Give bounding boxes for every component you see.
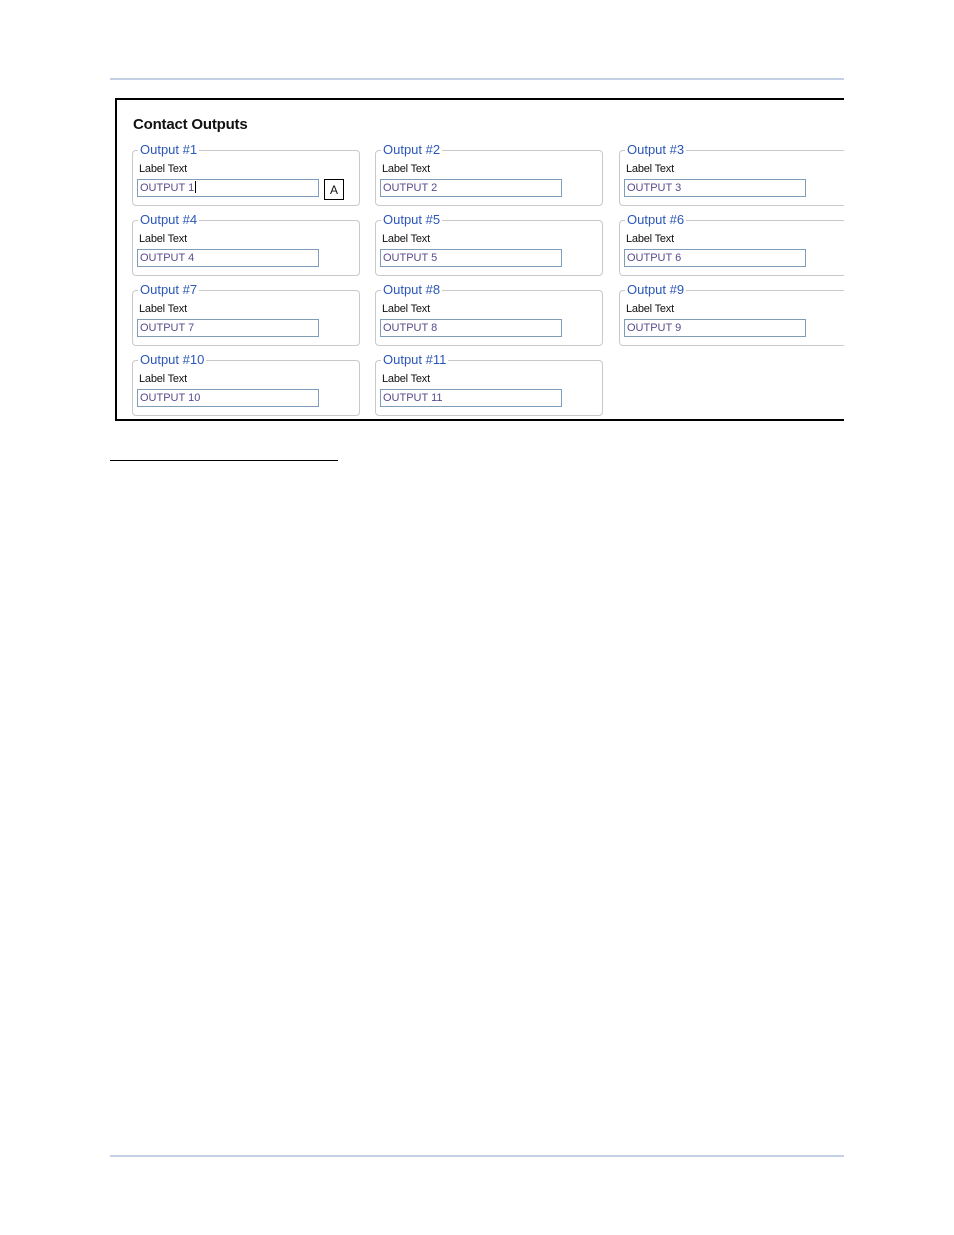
label-text-caption: Label Text — [139, 233, 187, 245]
output-group-2 — [375, 142, 603, 206]
output-legend: Output #10 — [140, 352, 205, 367]
output-legend: Output #6 — [627, 212, 685, 227]
output-legend: Output #7 — [140, 282, 198, 297]
output-group-1 — [132, 142, 360, 206]
panel-title: Contact Outputs — [133, 116, 248, 133]
output-2-label-input[interactable]: OUTPUT 2 — [380, 179, 562, 197]
output-7-label-input[interactable]: OUTPUT 7 — [137, 319, 319, 337]
output-group-8 — [375, 282, 603, 346]
label-text-caption: Label Text — [382, 233, 430, 245]
output-6-label-input[interactable]: OUTPUT 6 — [624, 249, 806, 267]
output-group-5 — [375, 212, 603, 276]
contact-outputs-panel — [115, 98, 844, 421]
a-button[interactable]: A — [324, 179, 344, 200]
label-text-caption: Label Text — [626, 303, 674, 315]
output-9-label-input[interactable]: OUTPUT 9 — [624, 319, 806, 337]
label-text-caption: Label Text — [626, 163, 674, 175]
output-legend: Output #9 — [627, 282, 685, 297]
label-text-caption: Label Text — [139, 373, 187, 385]
label-text-caption: Label Text — [382, 373, 430, 385]
output-8-label-input[interactable]: OUTPUT 8 — [380, 319, 562, 337]
text-caret — [195, 181, 196, 193]
output-group-7 — [132, 282, 360, 346]
label-text-caption: Label Text — [626, 233, 674, 245]
output-1-label-input[interactable] — [137, 179, 319, 197]
output-group-6 — [619, 212, 844, 276]
output-group-9 — [619, 282, 844, 346]
output-group-4 — [132, 212, 360, 276]
output-1-value: OUTPUT 1 — [140, 182, 195, 194]
output-legend: Output #1 — [140, 142, 198, 157]
output-legend: Output #4 — [140, 212, 198, 227]
output-legend: Output #2 — [383, 142, 441, 157]
output-10-label-input[interactable]: OUTPUT 10 — [137, 389, 319, 407]
label-text-caption: Label Text — [382, 303, 430, 315]
output-group-3 — [619, 142, 844, 206]
footnote-rule — [110, 460, 338, 461]
output-3-label-input[interactable]: OUTPUT 3 — [624, 179, 806, 197]
output-5-label-input[interactable]: OUTPUT 5 — [380, 249, 562, 267]
output-group-10 — [132, 352, 360, 416]
output-4-label-input[interactable]: OUTPUT 4 — [137, 249, 319, 267]
output-group-11 — [375, 352, 603, 416]
output-legend: Output #8 — [383, 282, 441, 297]
footer-rule — [110, 1155, 844, 1157]
output-legend: Output #11 — [383, 352, 447, 367]
label-text-caption: Label Text — [139, 163, 187, 175]
output-11-label-input[interactable]: OUTPUT 11 — [380, 389, 562, 407]
label-text-caption: Label Text — [382, 163, 430, 175]
header-rule — [110, 78, 844, 80]
output-legend: Output #3 — [627, 142, 685, 157]
output-legend: Output #5 — [383, 212, 441, 227]
label-text-caption: Label Text — [139, 303, 187, 315]
